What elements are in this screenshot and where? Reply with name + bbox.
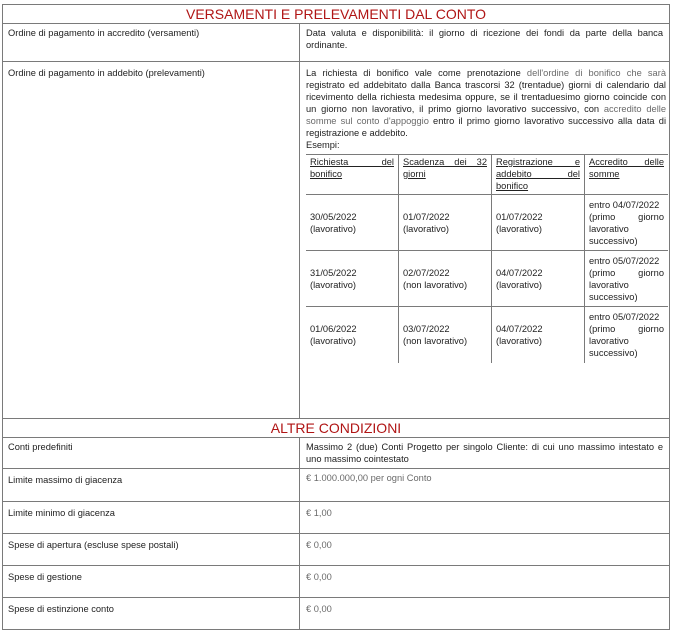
row-value: € 1.000.000,00 per ogni Conto [306,473,432,483]
row-value: € 1,00 [306,508,332,518]
conditions-document [2,4,670,630]
examples-label: Esempi: [306,140,340,150]
table-cell: entro 04/07/2022 (primo giorno lavorativo successivo) [585,195,669,251]
header-scadenza: Scadenza dei 32 giorni [399,155,492,195]
table-row [306,195,668,251]
row-conti-predefiniti [3,438,669,469]
row-value: € 0,00 [306,604,332,614]
header-accredito: Accredito delle somme [585,155,669,195]
table-row [306,251,668,307]
row-accredito [3,24,669,62]
row-label: Conti predefiniti [3,438,300,468]
table-cell: 02/07/2022 (non lavorativo) [399,251,492,307]
row-spese-estinzione [3,598,669,629]
header-registrazione: Registrazione e addebito del bonifico [492,155,585,195]
row-value: Massimo 2 (due) Conti Progetto per singolo Cliente: di cui uno massimo intestato e uno massimo cointestato [306,442,663,464]
addebito-description: La richiesta di bonifico vale come prenotazione dell'ordine di bonifico che sarà registrato ed addebitato dalla Banca trascorsi 32 (trentadue) giorni di calendario dal ricevimento della richiesta medesima oppure, se il trentaduesimo giorno coincide con un giorno non lavorativo, il primo giorno lavorativo successivo, con accredito delle somme sul conto d'appoggio entro il primo giorno lavorativo successivo alla data di registrazione e addebito. [306,68,667,138]
row-value: € 0,00 [306,572,332,582]
row-label: Spese di estinzione conto [3,598,300,629]
examples-header-row [306,155,668,195]
table-cell: 01/06/2022 (lavorativo) [306,307,399,363]
section-title-altre-condizioni: ALTRE CONDIZIONI [3,419,669,438]
table-cell: 03/07/2022 (non lavorativo) [399,307,492,363]
examples-table [306,154,668,363]
row-label: Limite minimo di giacenza [3,502,300,533]
row-value: Data valuta e disponibilità: il giorno di ricezione dei fondi da parte della banca ordinante. [306,28,663,50]
row-label: Spese di gestione [3,566,300,597]
table-cell: 04/07/2022 (lavorativo) [492,307,585,363]
row-limite-minimo [3,502,669,534]
table-cell: 30/05/2022 (lavorativo) [306,195,399,251]
table-row [306,307,668,363]
table-cell: entro 05/07/2022 (primo giorno lavorativo successivo) [585,307,669,363]
row-spese-apertura [3,534,669,566]
row-label: Limite massimo di giacenza [3,469,300,501]
row-value [300,62,669,418]
table-cell: 04/07/2022 (lavorativo) [492,251,585,307]
row-addebito [3,62,669,419]
row-label: Spese di apertura (escluse spese postali) [3,534,300,565]
row-limite-massimo [3,469,669,502]
row-label: Ordine di pagamento in addebito (prelevamenti) [3,62,300,418]
row-spese-gestione [3,566,669,598]
row-label: Ordine di pagamento in accredito (versamenti) [3,24,300,61]
table-cell: 31/05/2022 (lavorativo) [306,251,399,307]
table-cell: 01/07/2022 (lavorativo) [399,195,492,251]
table-cell: entro 05/07/2022 (primo giorno lavorativo successivo) [585,251,669,307]
header-richiesta: Richiesta del bonifico [306,155,399,195]
row-value: € 0,00 [306,540,332,550]
table-cell: 01/07/2022 (lavorativo) [492,195,585,251]
section-title-versamenti: VERSAMENTI E PRELEVAMENTI DAL CONTO [3,5,669,24]
